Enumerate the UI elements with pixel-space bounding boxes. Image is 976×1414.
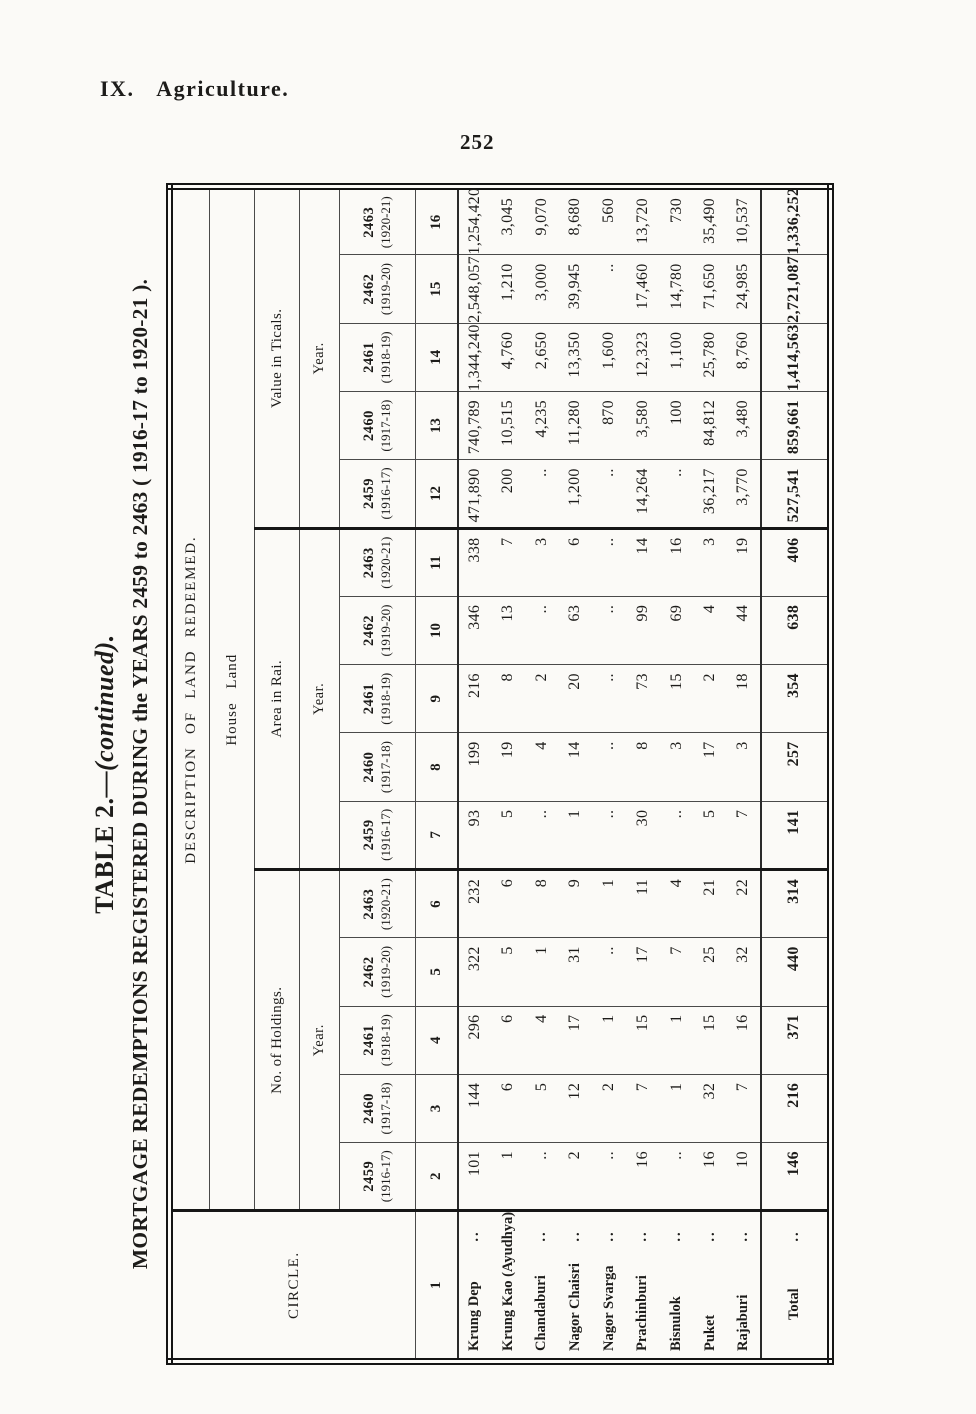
data-cell: 740,789 xyxy=(458,392,492,460)
data-cell: 4 xyxy=(525,1006,559,1074)
data-cell: 232 xyxy=(458,869,492,937)
data-cell: .. xyxy=(592,665,626,733)
column-number-cell: 3 xyxy=(416,1074,458,1142)
data-cell: 4 xyxy=(693,596,727,664)
circle-name: Prachinburi xyxy=(634,1275,651,1351)
data-cell: 93 xyxy=(458,801,492,869)
data-cell: 32 xyxy=(693,1074,727,1142)
year-column-header: 2460 (1917-18) xyxy=(340,733,416,801)
circle-name: Nagor Svarga xyxy=(600,1265,617,1351)
data-cell: 3 xyxy=(693,528,727,596)
column-number-cell: 6 xyxy=(416,869,458,937)
data-cell: 8,760 xyxy=(727,323,761,391)
data-cell: 14,780 xyxy=(660,255,694,323)
data-cell: 1,200 xyxy=(559,460,593,528)
total-value-cell: 440 xyxy=(761,938,831,1006)
data-cell: 73 xyxy=(626,665,660,733)
data-cell: 346 xyxy=(458,596,492,664)
data-cell: 5 xyxy=(525,1074,559,1142)
column-number-cell: 2 xyxy=(416,1143,458,1211)
column-number-cell: 14 xyxy=(416,323,458,391)
data-cell: 35,490 xyxy=(693,187,727,255)
column-number-cell: 9 xyxy=(416,665,458,733)
circle-name-cell xyxy=(626,1211,660,1362)
data-cell: 3,045 xyxy=(491,187,525,255)
table-title-prefix: TABLE 2.— xyxy=(90,771,119,914)
total-value-cell: 314 xyxy=(761,869,831,937)
circle-name: Krung Dep xyxy=(466,1281,483,1351)
data-cell: 3,480 xyxy=(727,392,761,460)
data-cell: 1 xyxy=(660,1074,694,1142)
data-cell: .. xyxy=(592,733,626,801)
circle-name-cell xyxy=(559,1211,593,1362)
table-row xyxy=(559,187,593,1362)
year-column-header: 2461 (1918-19) xyxy=(340,323,416,391)
data-cell: 63 xyxy=(559,596,593,664)
data-cell: 69 xyxy=(660,596,694,664)
year-column-header: 2463 (1920-21) xyxy=(340,187,416,255)
leader-dots: .. xyxy=(701,1230,718,1242)
area-group-header: Area in Rai. xyxy=(255,528,300,869)
data-cell: 14 xyxy=(626,528,660,596)
data-cell: 7 xyxy=(727,1074,761,1142)
data-cell: 7 xyxy=(491,528,525,596)
data-cell: 84,812 xyxy=(693,392,727,460)
data-cell: .. xyxy=(660,1143,694,1211)
total-value-cell: 859,661 xyxy=(761,392,831,460)
total-value-cell: 371 xyxy=(761,1006,831,1074)
leader-dots: .. xyxy=(634,1230,651,1242)
table-row xyxy=(626,187,660,1362)
data-cell: 8 xyxy=(525,869,559,937)
rotated-table-block xyxy=(90,183,855,1365)
data-cell: 199 xyxy=(458,733,492,801)
data-cell: .. xyxy=(525,801,559,869)
data-cell: 1 xyxy=(491,1143,525,1211)
data-cell: 5 xyxy=(491,938,525,1006)
column-number-cell: 5 xyxy=(416,938,458,1006)
data-cell: 36,217 xyxy=(693,460,727,528)
data-cell: 6 xyxy=(491,1006,525,1074)
total-value-cell: 638 xyxy=(761,596,831,664)
data-cell: 17 xyxy=(626,938,660,1006)
table-row xyxy=(525,187,559,1362)
year-column-header: 2461 (1918-19) xyxy=(340,1006,416,1074)
data-cell: 3,000 xyxy=(525,255,559,323)
data-cell: 44 xyxy=(727,596,761,664)
data-cell: 6 xyxy=(491,869,525,937)
data-cell: 1 xyxy=(592,1006,626,1074)
data-cell: 1 xyxy=(559,801,593,869)
data-cell: 3 xyxy=(727,733,761,801)
data-cell: 7 xyxy=(660,938,694,1006)
circle-name: Krung Kao (Ayudhya) xyxy=(499,1211,516,1351)
circle-name: Nagor Chaisri xyxy=(566,1263,583,1351)
data-cell: 7 xyxy=(626,1074,660,1142)
data-cell: 11 xyxy=(626,869,660,937)
data-cell: 9 xyxy=(559,869,593,937)
leader-dots: .. xyxy=(600,1230,617,1242)
data-cell: 24,985 xyxy=(727,255,761,323)
data-cell: 10,515 xyxy=(491,392,525,460)
data-cell: 17,460 xyxy=(626,255,660,323)
leader-dots: .. xyxy=(566,1230,583,1242)
data-cell: .. xyxy=(660,801,694,869)
year-column-header: 2461 (1918-19) xyxy=(340,665,416,733)
circle-name: Total xyxy=(785,1288,802,1320)
column-number-cell: 15 xyxy=(416,255,458,323)
data-cell: .. xyxy=(525,1143,559,1211)
data-cell: 13,350 xyxy=(559,323,593,391)
table-row xyxy=(727,187,761,1362)
data-cell: 870 xyxy=(592,392,626,460)
data-cell: 322 xyxy=(458,938,492,1006)
data-cell: 4 xyxy=(660,869,694,937)
data-cell: 1,100 xyxy=(660,323,694,391)
data-cell: 14,264 xyxy=(626,460,660,528)
data-cell: .. xyxy=(525,460,559,528)
data-cell: 13 xyxy=(491,596,525,664)
year-label-area: Year. xyxy=(300,528,340,869)
data-cell: .. xyxy=(660,460,694,528)
data-cell: 31 xyxy=(559,938,593,1006)
data-cell: 99 xyxy=(626,596,660,664)
year-column-header: 2460 (1917-18) xyxy=(340,392,416,460)
data-cell: 13,720 xyxy=(626,187,660,255)
data-cell: 11,280 xyxy=(559,392,593,460)
data-cell: 2 xyxy=(525,665,559,733)
data-cell: 296 xyxy=(458,1006,492,1074)
circle-name: Rajaburi xyxy=(734,1294,751,1351)
year-column-header: 2459 (1916-17) xyxy=(340,460,416,528)
table-row xyxy=(693,187,727,1362)
data-cell: 30 xyxy=(626,801,660,869)
table-row xyxy=(491,187,525,1362)
data-cell: 1,254,420 xyxy=(458,187,492,255)
data-cell: 200 xyxy=(491,460,525,528)
data-cell: 16 xyxy=(693,1143,727,1211)
data-cell: 25,780 xyxy=(693,323,727,391)
data-cell: 2,650 xyxy=(525,323,559,391)
table-title xyxy=(90,183,120,1365)
data-cell: 4,760 xyxy=(491,323,525,391)
circle-name-cell xyxy=(660,1211,694,1362)
data-cell: 144 xyxy=(458,1074,492,1142)
data-cell: 17 xyxy=(559,1006,593,1074)
mortgage-redemptions-table xyxy=(166,183,834,1365)
description-header: DESCRIPTION OF LAND REDEEMED. xyxy=(170,187,210,1211)
data-cell: 15 xyxy=(626,1006,660,1074)
data-cell: 1 xyxy=(660,1006,694,1074)
data-cell: .. xyxy=(592,801,626,869)
data-cell: 15 xyxy=(693,1006,727,1074)
leader-dots: .. xyxy=(533,1230,550,1242)
data-cell: .. xyxy=(592,460,626,528)
data-cell: 71,650 xyxy=(693,255,727,323)
column-number-cell: 8 xyxy=(416,733,458,801)
table-row xyxy=(660,187,694,1362)
column-number-cell: 12 xyxy=(416,460,458,528)
data-cell: 20 xyxy=(559,665,593,733)
data-cell: 3 xyxy=(660,733,694,801)
data-cell: .. xyxy=(592,255,626,323)
data-cell: 8 xyxy=(491,665,525,733)
data-cell: 1 xyxy=(592,869,626,937)
data-cell: 32 xyxy=(727,938,761,1006)
data-cell: 9,070 xyxy=(525,187,559,255)
year-column-header: 2459 (1916-17) xyxy=(340,1143,416,1211)
circle-column-header: CIRCLE. xyxy=(170,1211,416,1362)
house-land-header: House Land xyxy=(210,187,255,1211)
total-value-cell: 1,414,563 xyxy=(761,323,831,391)
data-cell: 1,600 xyxy=(592,323,626,391)
data-cell: 19 xyxy=(491,733,525,801)
data-cell: 101 xyxy=(458,1143,492,1211)
value-group-header: Value in Ticals. xyxy=(255,187,300,529)
data-cell: 16 xyxy=(626,1143,660,1211)
year-label-holdings: Year. xyxy=(300,869,340,1210)
data-cell: 8,680 xyxy=(559,187,593,255)
table-title-continued: (continued). xyxy=(90,634,119,772)
data-cell: 2 xyxy=(559,1143,593,1211)
data-cell: 5 xyxy=(491,801,525,869)
data-cell: 12 xyxy=(559,1074,593,1142)
year-column-header: 2463 (1920-21) xyxy=(340,528,416,596)
data-cell: .. xyxy=(592,1143,626,1211)
total-value-cell: 2,721,087 xyxy=(761,255,831,323)
year-label-value: Year. xyxy=(300,187,340,529)
data-cell: 3,770 xyxy=(727,460,761,528)
data-cell: 22 xyxy=(727,869,761,937)
year-column-header: 2463 (1920-21) xyxy=(340,869,416,937)
circle-name: Bisnulok xyxy=(668,1296,685,1351)
column-number-cell: 13 xyxy=(416,392,458,460)
total-value-cell: 257 xyxy=(761,733,831,801)
column-number-cell: 16 xyxy=(416,187,458,255)
year-column-header: 2462 (1919-20) xyxy=(340,938,416,1006)
column-number-cell: 11 xyxy=(416,528,458,596)
total-value-cell: 141 xyxy=(761,801,831,869)
table-row xyxy=(458,187,492,1362)
data-cell: 1,210 xyxy=(491,255,525,323)
data-cell: 1 xyxy=(525,938,559,1006)
data-cell: 3 xyxy=(525,528,559,596)
data-cell: 2 xyxy=(592,1074,626,1142)
total-row xyxy=(761,187,831,1362)
data-cell: 12,323 xyxy=(626,323,660,391)
year-column-header: 2459 (1916-17) xyxy=(340,801,416,869)
data-cell: 18 xyxy=(727,665,761,733)
total-value-cell: 354 xyxy=(761,665,831,733)
page-number: 252 xyxy=(460,130,495,154)
data-cell: 338 xyxy=(458,528,492,596)
section-heading: IX. Agriculture. xyxy=(100,76,290,101)
data-cell: 10,537 xyxy=(727,187,761,255)
data-cell: 19 xyxy=(727,528,761,596)
data-cell: 21 xyxy=(693,869,727,937)
data-cell: .. xyxy=(592,596,626,664)
total-label-cell xyxy=(761,1211,831,1362)
leader-dots: .. xyxy=(785,1230,802,1242)
table-row xyxy=(592,187,626,1362)
data-cell: 8 xyxy=(626,733,660,801)
column-number-cell: 7 xyxy=(416,801,458,869)
data-cell: 7 xyxy=(727,801,761,869)
total-value-cell: 146 xyxy=(761,1143,831,1211)
data-cell: .. xyxy=(592,528,626,596)
data-cell: 16 xyxy=(660,528,694,596)
data-cell: 14 xyxy=(559,733,593,801)
data-cell: 10 xyxy=(727,1143,761,1211)
data-cell: 6 xyxy=(559,528,593,596)
leader-dots: .. xyxy=(668,1230,685,1242)
year-column-header: 2460 (1917-18) xyxy=(340,1074,416,1142)
data-cell: 2 xyxy=(693,665,727,733)
data-cell: 560 xyxy=(592,187,626,255)
year-column-header: 2462 (1919-20) xyxy=(340,596,416,664)
data-cell: 4,235 xyxy=(525,392,559,460)
data-cell: 471,890 xyxy=(458,460,492,528)
data-cell: .. xyxy=(525,596,559,664)
circle-name: Chandaburi xyxy=(533,1275,550,1351)
data-cell: 1,344,240 xyxy=(458,323,492,391)
data-cell: .. xyxy=(592,938,626,1006)
data-cell: 4 xyxy=(525,733,559,801)
column-number-cell: 1 xyxy=(416,1211,458,1362)
leader-dots: .. xyxy=(466,1230,483,1242)
data-cell: 15 xyxy=(660,665,694,733)
leader-dots: .. xyxy=(734,1230,751,1242)
circle-name-cell xyxy=(727,1211,761,1362)
circle-name-cell xyxy=(525,1211,559,1362)
data-cell: 216 xyxy=(458,665,492,733)
data-cell: 39,945 xyxy=(559,255,593,323)
total-value-cell: 1,336,252 xyxy=(761,187,831,255)
column-number-cell: 4 xyxy=(416,1006,458,1074)
data-cell: 25 xyxy=(693,938,727,1006)
total-value-cell: 406 xyxy=(761,528,831,596)
table-subtitle: MORTGAGE REDEMPTIONS REGISTERED DURING the YEARS 2459 to 2463 ( 1916-17 to 1920-21 ). xyxy=(128,278,152,1270)
data-cell: 100 xyxy=(660,392,694,460)
data-cell: 17 xyxy=(693,733,727,801)
data-cell: 16 xyxy=(727,1006,761,1074)
circle-name-cell xyxy=(458,1211,492,1362)
circle-name-cell xyxy=(491,1211,525,1362)
data-cell: 6 xyxy=(491,1074,525,1142)
column-number-cell: 10 xyxy=(416,596,458,664)
circle-name-cell xyxy=(693,1211,727,1362)
year-column-header: 2462 (1919-20) xyxy=(340,255,416,323)
total-value-cell: 216 xyxy=(761,1074,831,1142)
circle-name-cell xyxy=(592,1211,626,1362)
circle-name: Puket xyxy=(701,1314,718,1351)
data-cell: 730 xyxy=(660,187,694,255)
total-value-cell: 527,541 xyxy=(761,460,831,528)
data-cell: 5 xyxy=(693,801,727,869)
data-cell: 3,580 xyxy=(626,392,660,460)
data-cell: 2,548,057 xyxy=(458,255,492,323)
holdings-group-header: No. of Holdings. xyxy=(255,869,300,1210)
